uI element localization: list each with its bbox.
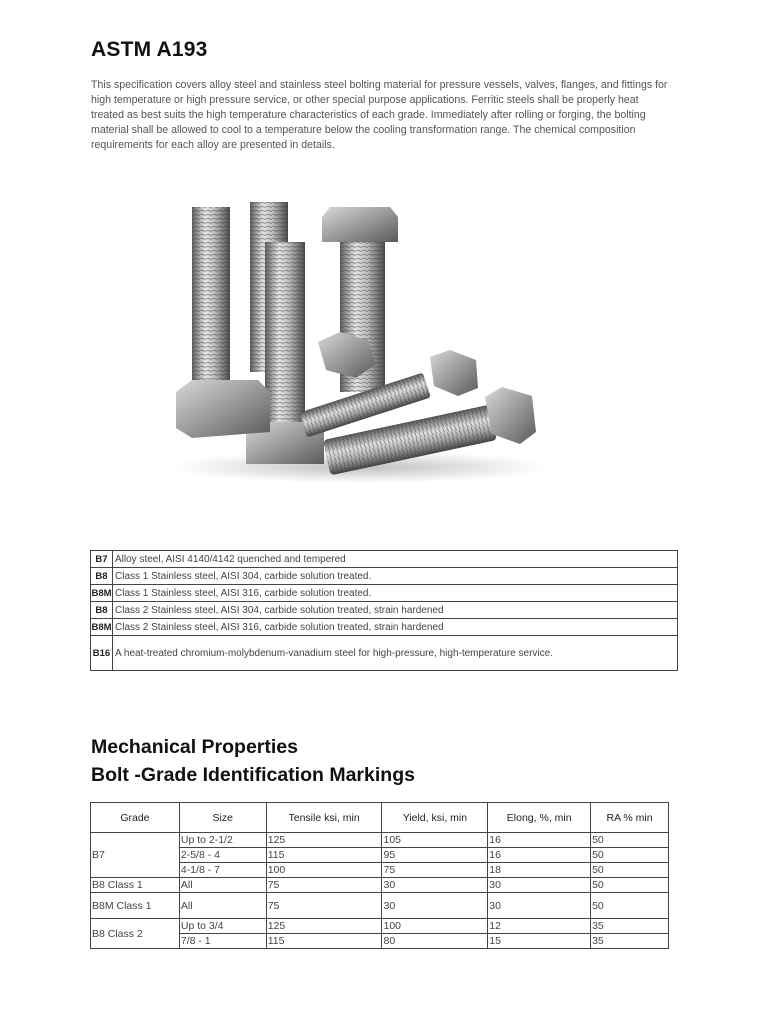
cell-tensile: 75 bbox=[266, 893, 382, 919]
cell-tensile: 125 bbox=[266, 833, 382, 848]
cell-size: 2-5/8 - 4 bbox=[179, 848, 266, 863]
heading-line-1: Mechanical Properties bbox=[91, 736, 298, 758]
grade-description: Alloy steel, AISI 4140/4142 quenched and tempered bbox=[113, 551, 678, 568]
grade-description: Class 1 Stainless steel, AISI 304, carbide solution treated. bbox=[113, 568, 678, 585]
grade-cell: B8 Class 2 bbox=[91, 919, 180, 949]
cell-elong: 16 bbox=[488, 848, 591, 863]
cell-elong: 18 bbox=[488, 863, 591, 878]
grade-description: Class 2 Stainless steel, AISI 316, carbide solution treated, strain hardened bbox=[113, 619, 678, 636]
cell-ra: 50 bbox=[591, 848, 669, 863]
cell-size: Up to 2-1/2 bbox=[179, 833, 266, 848]
table-row bbox=[91, 919, 669, 934]
page-title: ASTM A193 bbox=[91, 38, 208, 61]
cell-size: All bbox=[179, 893, 266, 919]
intro-paragraph: This specification covers alloy steel and stainless steel bolting material for pressure vessels, valves, flanges, and fittings for high temperature or high pressure service, or other special purpose applications. Ferritic steels shall be properly heat treated as best suits the high temperature characteristics of each grade. Immediately after rolling or forging, the bolting material shall be allowed to cool to a temperature below the cooling transformation range. The chemical composition requirements for each alloy are presented in details. bbox=[91, 79, 668, 151]
cell-size: All bbox=[179, 878, 266, 893]
grades-table bbox=[90, 550, 678, 671]
column-header: Grade bbox=[91, 803, 180, 833]
cell-elong: 15 bbox=[488, 934, 591, 949]
bolts-illustration bbox=[140, 182, 560, 487]
cell-elong: 30 bbox=[488, 878, 591, 893]
cell-elong: 16 bbox=[488, 833, 591, 848]
column-header: Tensile ksi, min bbox=[266, 803, 382, 833]
grade-row bbox=[91, 551, 678, 568]
cell-yield: 75 bbox=[382, 863, 488, 878]
cell-size: 7/8 - 1 bbox=[179, 934, 266, 949]
grade-code: B7 bbox=[91, 551, 113, 568]
cell-ra: 50 bbox=[591, 833, 669, 848]
column-header: Elong, %, min bbox=[488, 803, 591, 833]
cell-elong: 30 bbox=[488, 893, 591, 919]
cell-yield: 30 bbox=[382, 893, 488, 919]
grade-row bbox=[91, 636, 678, 671]
grade-code: B8M bbox=[91, 585, 113, 602]
heading-line-2: Bolt -Grade Identification Markings bbox=[91, 764, 415, 786]
section-heading bbox=[91, 733, 415, 789]
cell-ra: 50 bbox=[591, 878, 669, 893]
grade-code: B8 bbox=[91, 568, 113, 585]
table-row bbox=[91, 893, 669, 919]
column-header: Size bbox=[179, 803, 266, 833]
cell-ra: 35 bbox=[591, 919, 669, 934]
cell-size: 4-1/8 - 7 bbox=[179, 863, 266, 878]
grade-cell: B7 bbox=[91, 833, 180, 878]
table-row bbox=[91, 833, 669, 848]
grade-description: Class 2 Stainless steel, AISI 304, carbide solution treated, strain hardened bbox=[113, 602, 678, 619]
cell-elong: 12 bbox=[488, 919, 591, 934]
grade-row bbox=[91, 602, 678, 619]
cell-yield: 30 bbox=[382, 878, 488, 893]
grade-row bbox=[91, 619, 678, 636]
cell-yield: 80 bbox=[382, 934, 488, 949]
cell-yield: 105 bbox=[382, 833, 488, 848]
cell-tensile: 75 bbox=[266, 878, 382, 893]
grade-code: B16 bbox=[91, 636, 113, 671]
grade-description: A heat-treated chromium-molybdenum-vanadium steel for high-pressure, high-temperature service. bbox=[113, 636, 678, 671]
cell-tensile: 115 bbox=[266, 848, 382, 863]
cell-ra: 50 bbox=[591, 863, 669, 878]
cell-yield: 95 bbox=[382, 848, 488, 863]
mechanical-properties-table bbox=[90, 802, 669, 949]
bolts-photo bbox=[140, 182, 560, 487]
grade-description: Class 1 Stainless steel, AISI 316, carbide solution treated. bbox=[113, 585, 678, 602]
grade-code: B8M bbox=[91, 619, 113, 636]
cell-ra: 35 bbox=[591, 934, 669, 949]
column-header: Yield, ksi, min bbox=[382, 803, 488, 833]
cell-yield: 100 bbox=[382, 919, 488, 934]
cell-tensile: 115 bbox=[266, 934, 382, 949]
grade-row bbox=[91, 568, 678, 585]
cell-tensile: 100 bbox=[266, 863, 382, 878]
table-row bbox=[91, 878, 669, 893]
cell-tensile: 125 bbox=[266, 919, 382, 934]
grade-cell: B8M Class 1 bbox=[91, 893, 180, 919]
cell-ra: 50 bbox=[591, 893, 669, 919]
grade-row bbox=[91, 585, 678, 602]
cell-size: Up to 3/4 bbox=[179, 919, 266, 934]
grade-cell: B8 Class 1 bbox=[91, 878, 180, 893]
grade-code: B8 bbox=[91, 602, 113, 619]
column-header: RA % min bbox=[591, 803, 669, 833]
